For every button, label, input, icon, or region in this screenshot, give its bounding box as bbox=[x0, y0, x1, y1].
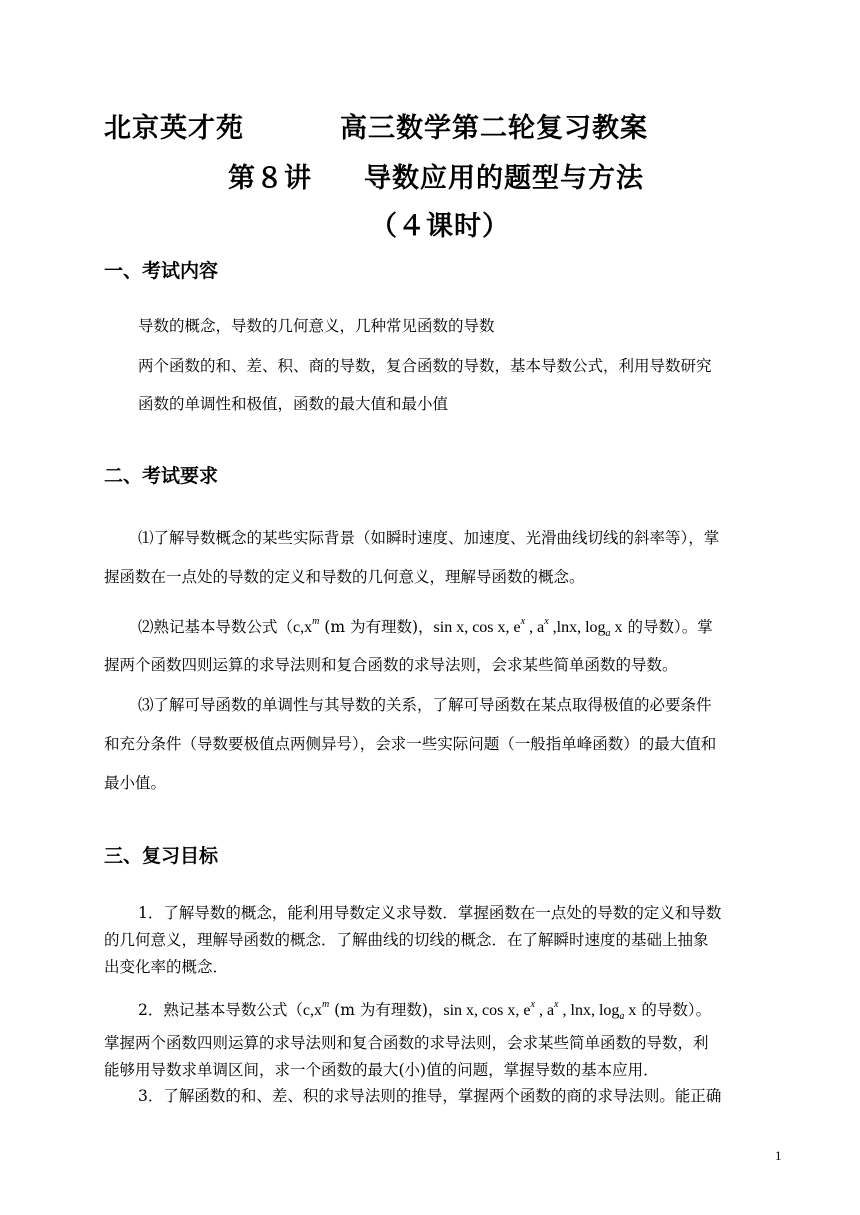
exponent-m: m bbox=[312, 616, 320, 627]
formula-trig-exp: sin x, cos x, e bbox=[433, 619, 521, 636]
exponent-x: x bbox=[520, 616, 526, 627]
text-span: 的导数）。 bbox=[636, 1001, 712, 1019]
goal-1-line: 出变化率的概念． bbox=[104, 958, 229, 976]
formula-a: , a bbox=[534, 1002, 555, 1019]
text-span: ⑵熟记基本导数公式（ bbox=[138, 618, 294, 636]
goal-2-line: 能够用导数求单调区间，求一个函数的最大(小)值的问题，掌握导数的基本应用． bbox=[104, 1061, 659, 1079]
goal-1-line: 的几何意义，理解导函数的概念．了解曲线的切线的概念．在了解瞬时速度的基础上抽象 bbox=[104, 931, 709, 949]
log-base-a: a bbox=[605, 628, 611, 639]
formula-x: x bbox=[610, 619, 623, 636]
goal-2-line: 掌握两个函数四则运算的求导法则和复合函数的求导法则，会求某些简单函数的导数，利 bbox=[104, 1034, 709, 1052]
requirement-3-line: 和充分条件（导数要极值点两侧异号），会求一些实际问题（一般指单峰函数）的最大值和 bbox=[104, 735, 717, 753]
formula-ln-log: ,lnx, log bbox=[548, 619, 606, 636]
page-number: 1 bbox=[775, 1148, 782, 1163]
exponent-x: x bbox=[554, 999, 559, 1010]
lecture-hours: （４课时） bbox=[370, 211, 510, 242]
requirement-3-line: 最小值。 bbox=[104, 774, 167, 792]
exam-content-line: 导数的概念，导数的几何意义，几种常见函数的导数 bbox=[138, 317, 495, 335]
section-heading-review-goals: 三、复习目标 bbox=[104, 845, 219, 867]
text-span: (m 为有理数)， bbox=[319, 618, 434, 636]
formula-x: x bbox=[624, 1002, 637, 1019]
goal-3-line: 3．了解函数的和、差、积的求导法则的推导，掌握两个函数的商的求导法则。能正确 bbox=[138, 1087, 722, 1105]
text-span: (m 为有理数)， bbox=[329, 1001, 444, 1019]
formula-cx: c,x bbox=[293, 619, 313, 636]
course-title: 高三数学第二轮复习教案 bbox=[340, 113, 648, 144]
requirement-2-line: 握两个函数四则运算的求导法则和复合函数的求导法则，会求某些简单函数的导数。 bbox=[104, 656, 678, 674]
text-span: 的导数）。掌 bbox=[622, 618, 713, 636]
exam-content-line: 函数的单调性和极值，函数的最大值和最小值 bbox=[138, 395, 449, 413]
text-span: 2．熟记基本导数公式（ bbox=[138, 1001, 303, 1019]
formula-ln-log: , lnx, log bbox=[558, 1002, 620, 1019]
formula-a: , a bbox=[525, 619, 545, 636]
exponent-x: x bbox=[544, 616, 549, 627]
exam-content-line: 两个函数的和、差、积、商的导数，复合函数的导数，基本导数公式，利用导数研究 bbox=[138, 357, 712, 375]
exponent-x: x bbox=[530, 999, 535, 1010]
requirement-2-formula-line bbox=[138, 612, 713, 644]
log-base-a: a bbox=[619, 1011, 625, 1022]
requirement-1-line: ⑴了解导数概念的某些实际背景（如瞬时速度、加速度、光滑曲线切线的斜率等），掌 bbox=[138, 529, 720, 547]
lecture-title: 导数应用的题型与方法 bbox=[364, 163, 644, 194]
formula-cx: c,x bbox=[302, 1002, 322, 1019]
section-heading-exam-content: 一、考试内容 bbox=[104, 260, 219, 282]
section-heading-exam-requirements: 二、考试要求 bbox=[104, 465, 219, 487]
formula-trig-exp: sin x, cos x, e bbox=[443, 1002, 531, 1019]
exponent-m: m bbox=[321, 999, 330, 1010]
lecture-number: 第８讲 bbox=[228, 163, 312, 194]
requirement-3-line: ⑶了解可导函数的单调性与其导数的关系，了解可导函数在某点取得极值的必要条件 bbox=[138, 696, 712, 714]
requirement-1-line: 握函数在一点处的导数的定义和导数的几何意义，理解导函数的概念。 bbox=[104, 568, 585, 586]
goal-2-formula-line bbox=[138, 995, 711, 1027]
goal-1-line: 1．了解导数的概念，能利用导数定义求导数．掌握函数在一点处的导数的定义和导数 bbox=[138, 904, 722, 922]
school-name: 北京英才苑 bbox=[104, 113, 244, 144]
